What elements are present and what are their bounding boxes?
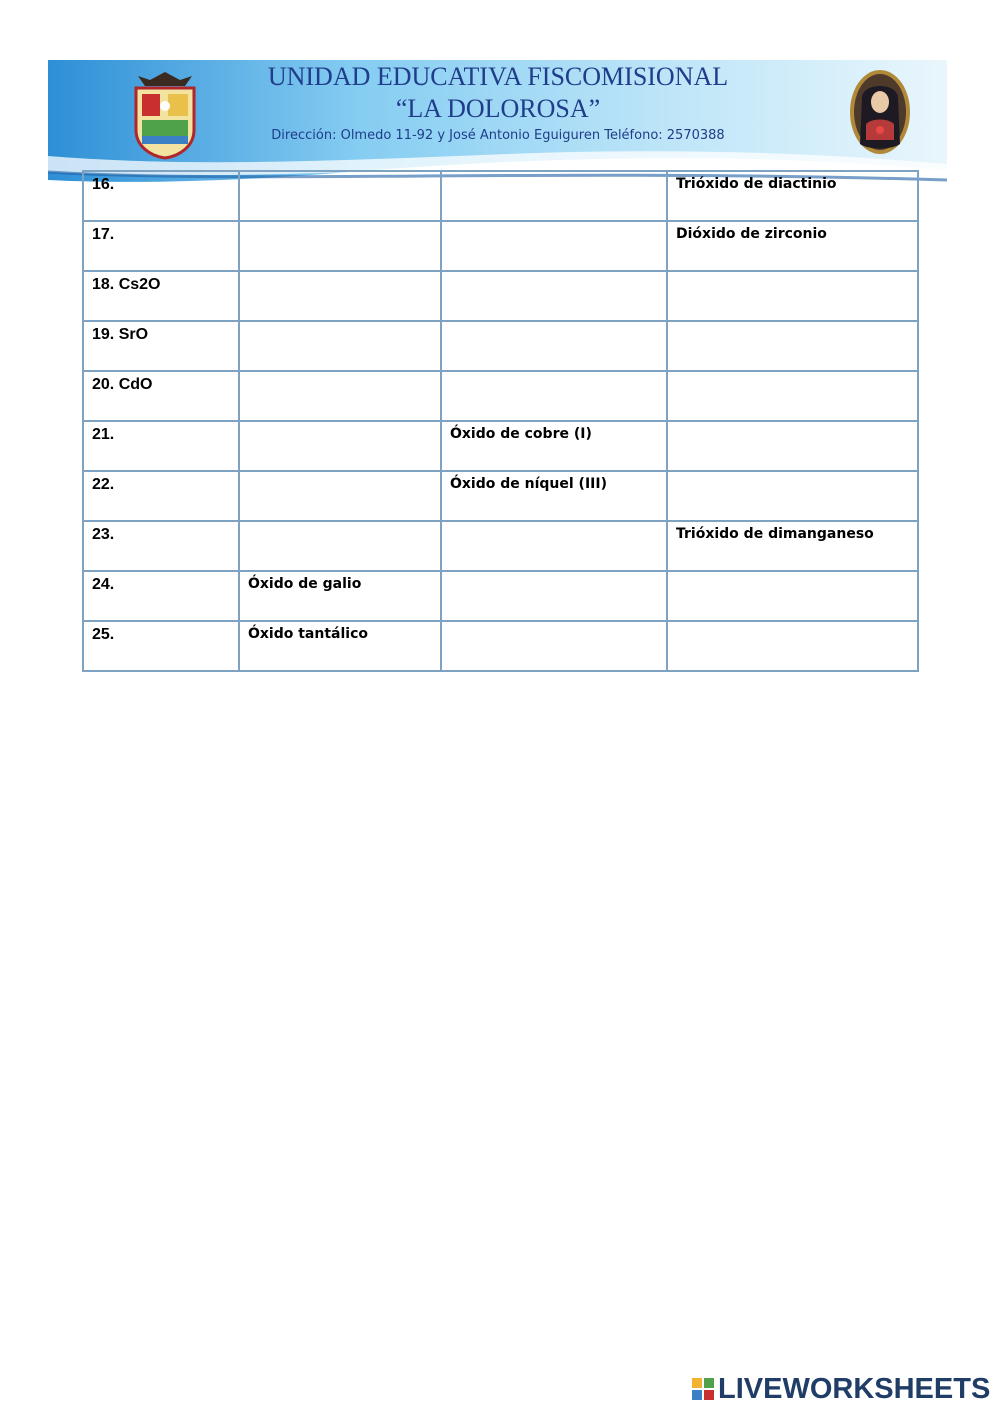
answer-cell[interactable] xyxy=(441,521,667,571)
school-name-line1: UNIDAD EDUCATIVA FISCOMISIONAL xyxy=(267,62,729,91)
answer-cell[interactable]: Óxido tantálico xyxy=(239,621,441,671)
answer-cell[interactable] xyxy=(441,571,667,621)
answer-cell[interactable]: Óxido de cobre (I) xyxy=(441,421,667,471)
row-number: 23. xyxy=(83,521,239,571)
answer-cell[interactable] xyxy=(667,571,918,621)
table-row xyxy=(83,521,918,571)
table-row xyxy=(83,171,918,221)
row-number: 21. xyxy=(83,421,239,471)
answer-cell[interactable] xyxy=(239,171,441,221)
table-row xyxy=(83,321,918,371)
oxides-table xyxy=(82,170,919,672)
answer-cell[interactable]: Óxido de galio xyxy=(239,571,441,621)
answer-cell[interactable] xyxy=(441,271,667,321)
row-number: 16. xyxy=(83,171,239,221)
answer-cell[interactable]: Trióxido de diactinio xyxy=(667,171,918,221)
answer-cell[interactable]: Óxido de níquel (III) xyxy=(441,471,667,521)
row-number: 18. Cs2O xyxy=(83,271,239,321)
row-number: 20. CdO xyxy=(83,371,239,421)
answer-cell[interactable] xyxy=(441,171,667,221)
table-row xyxy=(83,221,918,271)
table-row xyxy=(83,371,918,421)
row-number: 24. xyxy=(83,571,239,621)
school-name-line2: “LA DOLOROSA” xyxy=(395,94,601,123)
answer-cell[interactable] xyxy=(667,471,918,521)
answer-cell[interactable] xyxy=(239,471,441,521)
answer-cell[interactable] xyxy=(239,371,441,421)
answer-cell[interactable] xyxy=(667,321,918,371)
school-crest-icon xyxy=(130,70,200,160)
liveworksheets-brand: LIVEWORKSHEETS xyxy=(718,1372,991,1405)
answer-cell[interactable] xyxy=(667,621,918,671)
answer-cell[interactable]: Dióxido de zirconio xyxy=(667,221,918,271)
answer-cell[interactable] xyxy=(239,521,441,571)
answer-cell[interactable] xyxy=(239,271,441,321)
answer-cell[interactable] xyxy=(441,371,667,421)
answer-cell[interactable] xyxy=(239,421,441,471)
row-number: 25. xyxy=(83,621,239,671)
virgin-portrait-icon xyxy=(848,68,912,156)
liveworksheets-squares-icon xyxy=(692,1378,714,1400)
answer-cell[interactable] xyxy=(667,271,918,321)
row-number: 22. xyxy=(83,471,239,521)
answer-cell[interactable] xyxy=(239,321,441,371)
answer-cell[interactable] xyxy=(239,221,441,271)
table-row xyxy=(83,471,918,521)
table-row xyxy=(83,271,918,321)
answer-cell[interactable] xyxy=(441,321,667,371)
row-number: 19. SrO xyxy=(83,321,239,371)
row-number: 17. xyxy=(83,221,239,271)
table-row xyxy=(83,621,918,671)
answer-cell[interactable] xyxy=(667,421,918,471)
answer-cell[interactable]: Trióxido de dimanganeso xyxy=(667,521,918,571)
table-row xyxy=(83,421,918,471)
school-address: Dirección: Olmedo 11-92 y José Antonio Eguiguren Teléfono: 2570388 xyxy=(271,128,725,143)
answer-cell[interactable] xyxy=(441,621,667,671)
answer-cell[interactable] xyxy=(667,371,918,421)
liveworksheets-logo[interactable] xyxy=(692,1372,990,1406)
answer-cell[interactable] xyxy=(441,221,667,271)
table-row xyxy=(83,571,918,621)
